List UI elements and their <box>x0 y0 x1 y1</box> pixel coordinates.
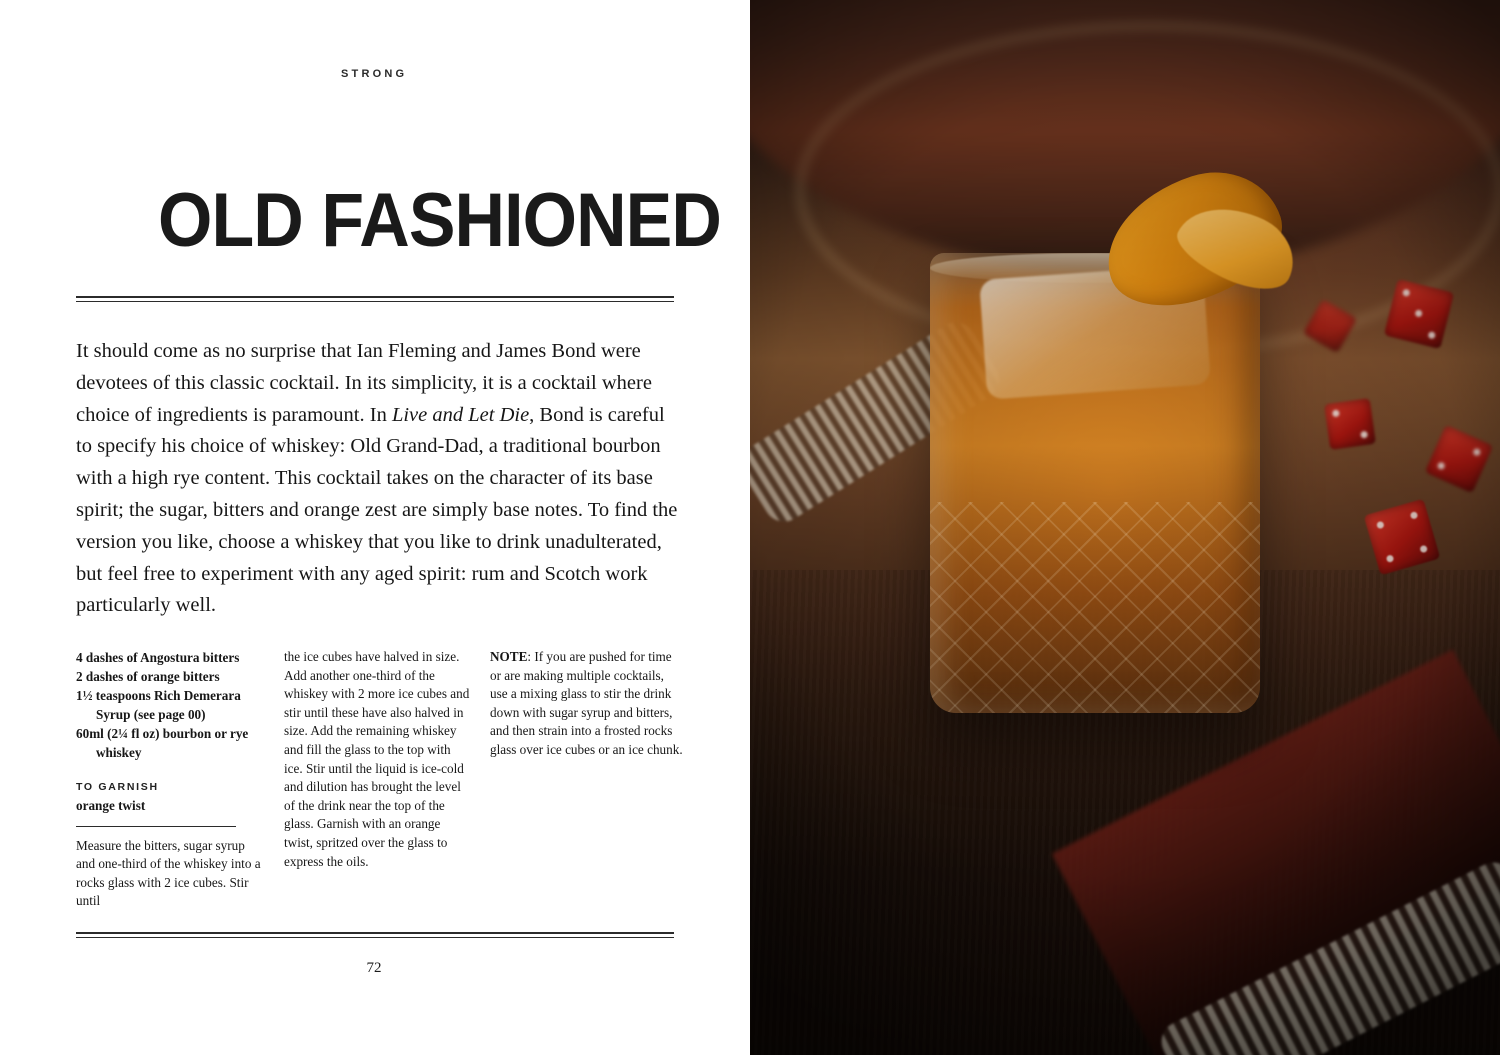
column-divider <box>76 826 236 827</box>
page-number <box>0 960 750 977</box>
running-head: STRONG <box>341 68 408 80</box>
recipe-column-two <box>284 648 470 871</box>
ingredient-item: 4 dashes of Angostura bitters <box>76 650 240 665</box>
page-title: OLD FASHIONED <box>158 178 721 263</box>
intro-text-part2: , Bond is careful to specify his choice of whiskey: Old Grand-Dad, a traditional bourbon with a high rye content. This cocktail takes on the character of its base spirit; the sugar, bitters and orange zest are simply base notes. To find the version you like, choose a whiskey that you like to drink unadulterated, but feel free to experiment with any aged spirit: rum and Scotch work particularly well. <box>76 403 678 617</box>
intro-text-part1: It should come as no surprise that Ian Fleming and James Bond were devotees of this classic cocktail. In its simplicity, it is a cocktail where choice of ingredients is paramount. In <box>76 340 652 426</box>
intro-paragraph <box>76 336 680 622</box>
photo-vignette <box>750 0 1500 1055</box>
garnish-label: TO GARNISH <box>76 781 159 793</box>
ingredient-item: 1½ teaspoons Rich Demerara <box>76 688 241 703</box>
recipe-column-three <box>490 648 684 760</box>
recipe-column-one <box>76 648 264 911</box>
note-text: : If you are pushed for time or are making multiple cocktails, use a mixing glass to stir the drink down with sugar syrup and bitters, and then strain into a frosted rocks glass over ice cubes or an ice chunk. <box>490 649 683 757</box>
note-block <box>490 648 684 760</box>
ingredients-list <box>76 648 264 762</box>
cocktail-photograph <box>750 0 1500 1055</box>
recipe-columns <box>76 648 684 909</box>
ingredient-item: 60ml (2¼ fl oz) bourbon or rye <box>76 726 249 741</box>
book-title-italic: Live and Let Die <box>391 403 530 426</box>
ingredient-item: 2 dashes of orange bitters <box>76 669 220 684</box>
ingredient-item-continuation: Syrup (see page 00) <box>96 707 206 722</box>
method-text-part-one: Measure the bitters, sugar syrup and one-third of the whiskey into a rocks glass with 2 ice cubes. Stir until <box>76 837 261 909</box>
note-label: NOTE <box>490 649 528 664</box>
page-number-value: 72 <box>366 960 382 976</box>
garnish-value: orange twist <box>76 797 146 813</box>
method-text-part-two: the ice cubes have halved in size. Add another one-third of the whiskey with 2 more ice cubes and stir until these have also halved in size. Add the remaining whiskey and fill the glass to the top with ice. Stir until the liquid is ice-cold and dilution has brought the level of the drink near the top of the glass. Garnish with an orange twist, spritzed over the glass to express the oils. <box>284 649 470 869</box>
ingredient-item-continuation: whiskey <box>96 745 142 760</box>
right-page <box>750 0 1500 1055</box>
